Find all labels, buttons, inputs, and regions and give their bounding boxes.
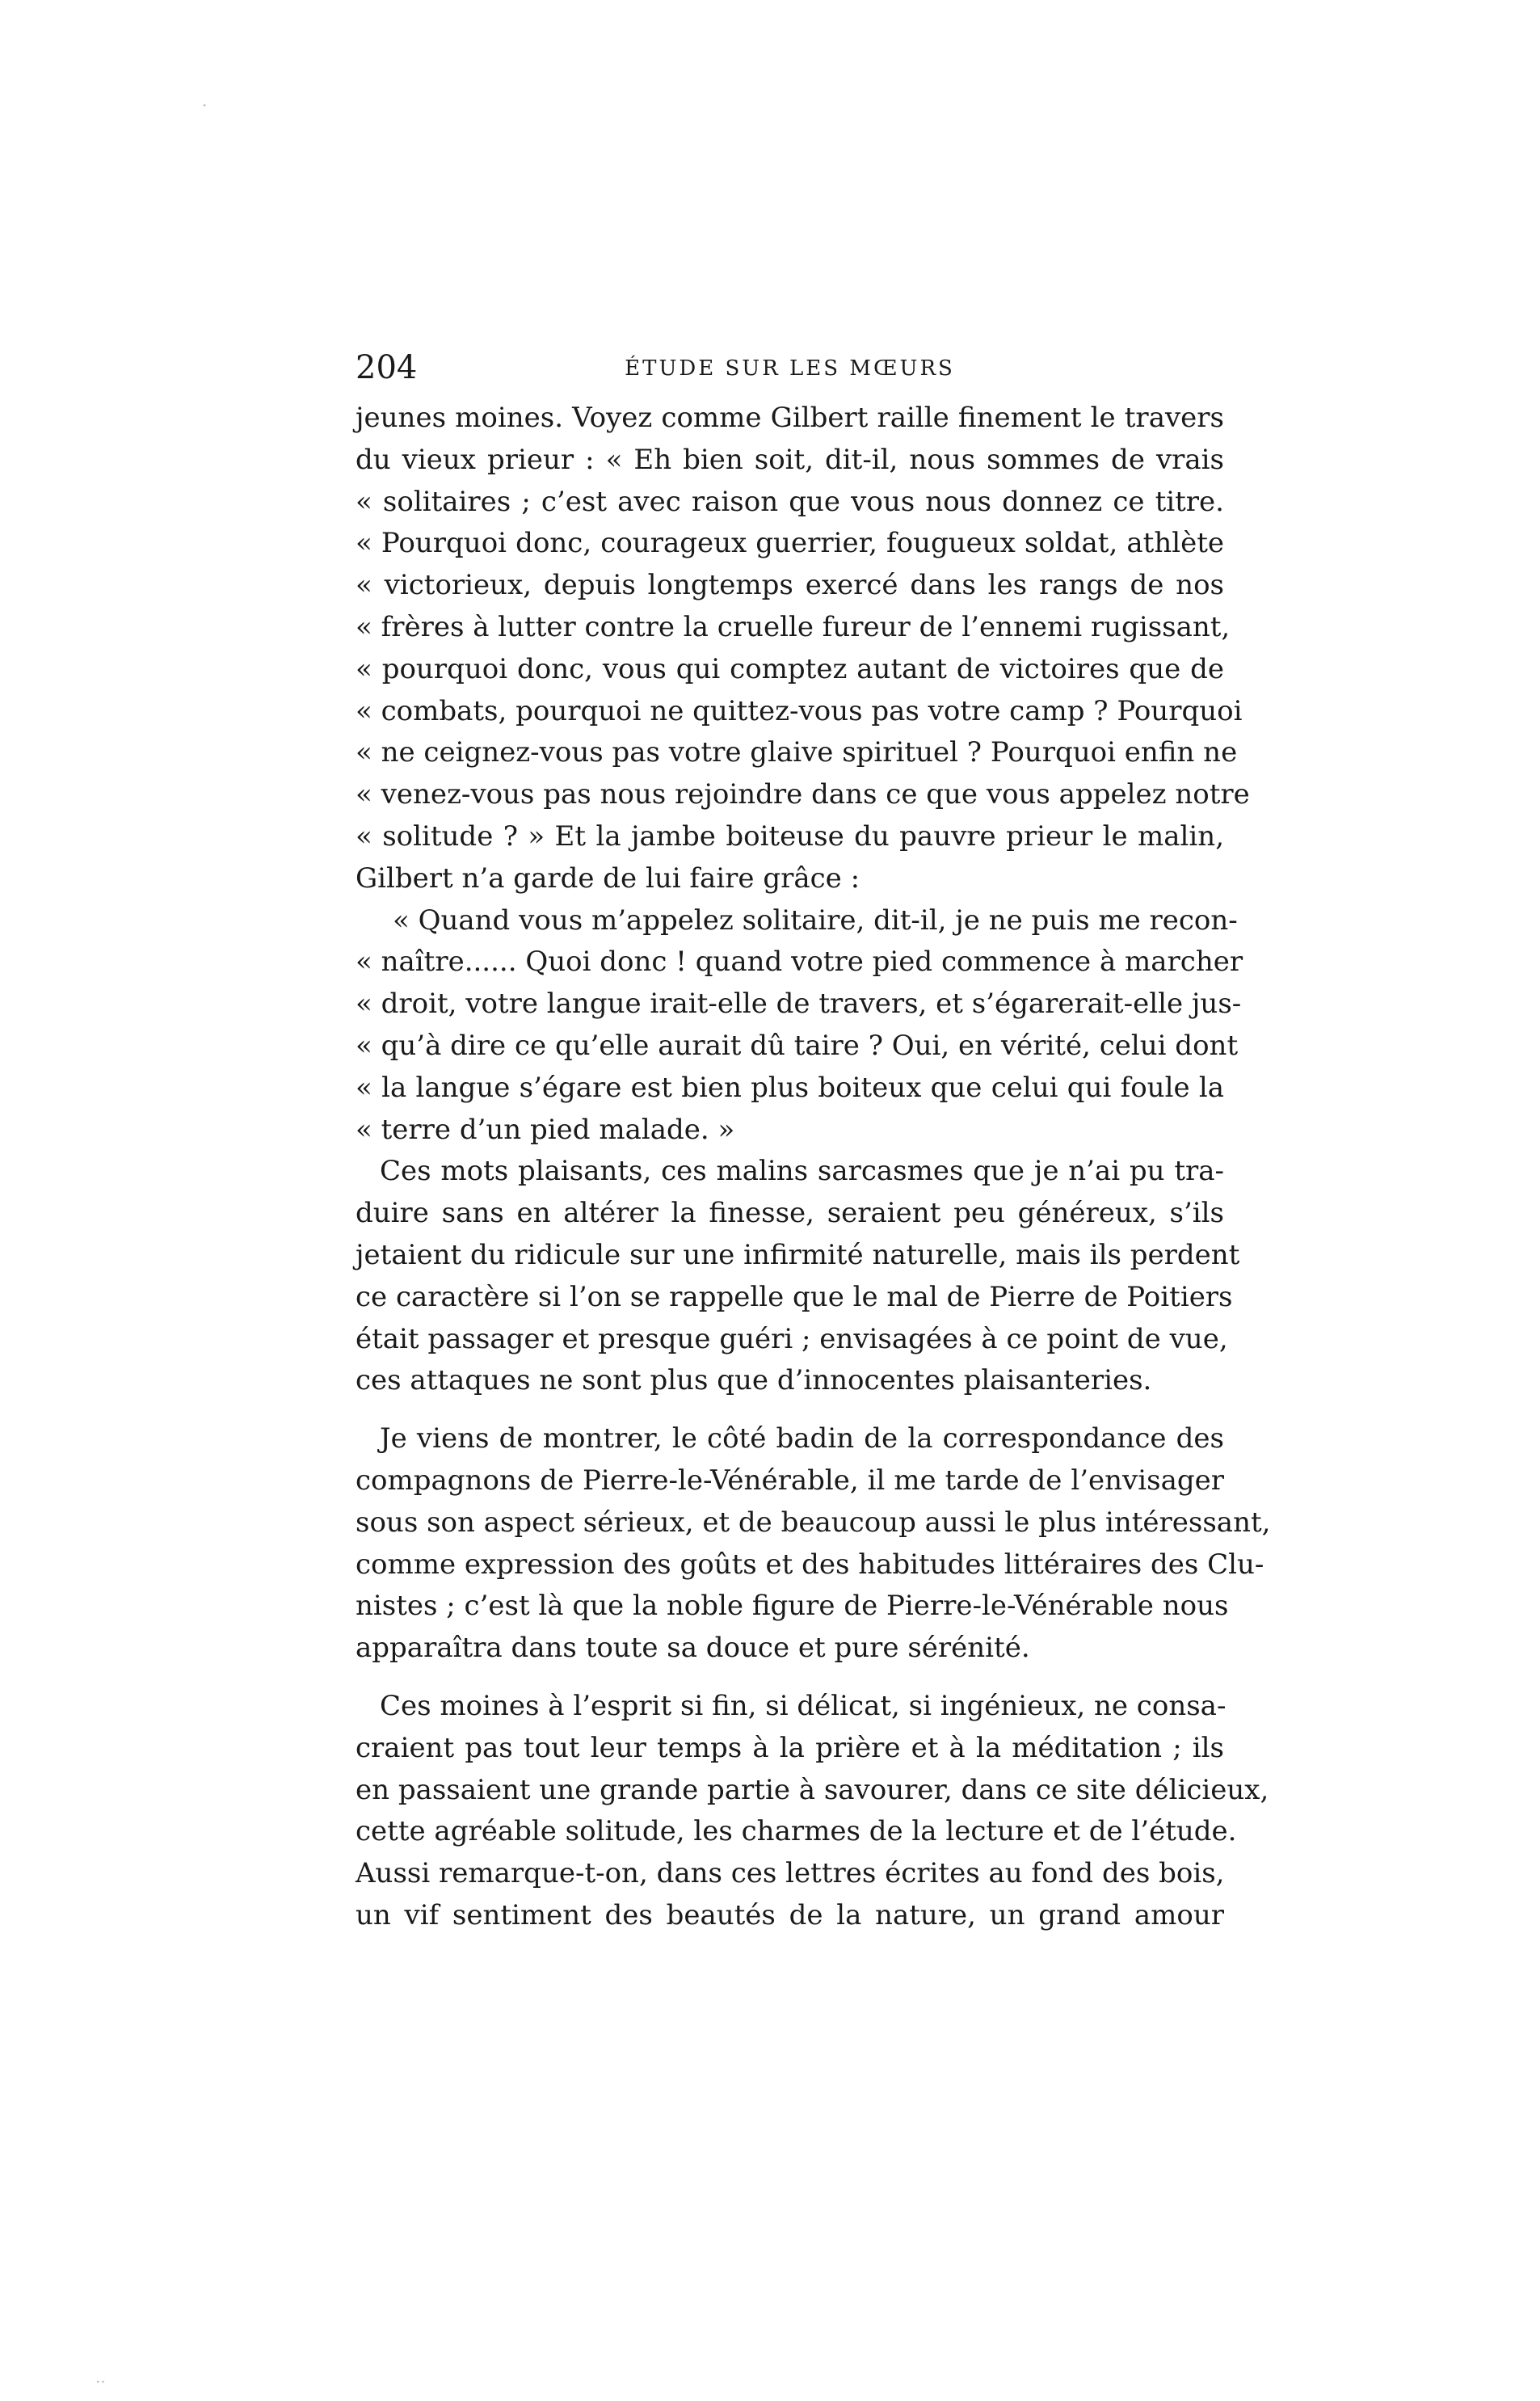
text-line: « la langue s’égare est bien plus boiteux que celui qui foule la	[356, 1071, 1224, 1104]
text-line: craient pas tout leur temps à la prière et à la méditation ; ils	[356, 1731, 1224, 1764]
page-header	[356, 343, 1224, 392]
text-line: Aussi remarque-t-on, dans ces lettres écrites au fond des bois,	[356, 1857, 1225, 1890]
scan-speck: ··	[95, 2372, 106, 2391]
text-line: « solitude ? » Et la jambe boiteuse du pauvre prieur le malin,	[356, 819, 1224, 853]
text-line: comme expression des goûts et des habitudes littéraires des Clu-	[356, 1548, 1264, 1581]
text-line: « terre d’un pied malade. »	[356, 1113, 735, 1146]
text-line: nistes ; c’est là que la noble figure de Pierre-le-Vénérable nous	[356, 1590, 1229, 1623]
text-line: « venez-vous pas nous rejoindre dans ce que vous appelez notre	[356, 778, 1250, 811]
text-line: Gilbert n’a garde de lui faire grâce :	[356, 861, 860, 895]
paragraph-gap	[356, 1670, 1224, 1686]
text-line: « combats, pourquoi ne quittez-vous pas votre camp ? Pourquoi	[356, 694, 1243, 727]
text-line: Ces mots plaisants, ces malins sarcasmes que je n’ai pu tra-	[380, 1155, 1224, 1188]
text-line: « frères à lutter contre la cruelle fureur de l’ennemi rugissant,	[356, 610, 1231, 643]
running-head: ÉTUDE SUR LES MŒURS	[625, 356, 955, 381]
text-line: ce caractère si l’on se rappelle que le mal de Pierre de Poitiers	[356, 1280, 1233, 1313]
body-text	[356, 398, 1271, 1937]
text-line: « ne ceignez-vous pas votre glaive spirituel ? Pourquoi enfin ne	[356, 736, 1238, 769]
text-line: en passaient une grande partie à savourer, dans ce site délicieux,	[356, 1773, 1269, 1806]
text-line: apparaîtra dans toute sa douce et pure sérénité.	[356, 1632, 1030, 1665]
text-line: Je viens de montrer, le côté badin de la correspondance des	[380, 1422, 1224, 1455]
scan-speck: ·	[202, 95, 208, 115]
text-line: cette agréable solitude, les charmes de la lecture et de l’étude.	[356, 1815, 1237, 1848]
text-line: ces attaques ne sont plus que d’innocentes plaisanteries.	[356, 1364, 1152, 1397]
text-line: « victorieux, depuis longtemps exercé dans les rangs de nos	[356, 569, 1224, 602]
text-line: compagnons de Pierre-le-Vénérable, il me tarde de l’envisager	[356, 1464, 1224, 1497]
page-number: 204	[356, 349, 418, 386]
text-line: du vieux prieur : « Eh bien soit, dit-il, nous sommes de vrais	[356, 443, 1224, 476]
text-line: « Pourquoi donc, courageux guerrier, fougueux soldat, athlète	[356, 527, 1224, 560]
text-line: « droit, votre langue irait-elle de travers, et s’égarerait-elle jus-	[356, 988, 1242, 1021]
text-line: était passager et presque guéri ; envisagées à ce point de vue,	[356, 1322, 1228, 1355]
text-line: un vif sentiment des beautés de la nature, un grand amour	[356, 1898, 1224, 1931]
text-line: Ces moines à l’esprit si fin, si délicat, si ingénieux, ne consa-	[380, 1689, 1227, 1722]
text-line: « pourquoi donc, vous qui comptez autant de victoires que de	[356, 652, 1224, 685]
text-line: « solitaires ; c’est avec raison que vous nous donnez ce titre.	[356, 485, 1224, 518]
text-line: jetaient du ridicule sur une infirmité naturelle, mais ils perdent	[356, 1238, 1240, 1271]
paragraph-gap	[356, 1402, 1224, 1418]
text-line: jeunes moines. Voyez comme Gilbert raille finement le travers	[356, 402, 1224, 434]
text-line: sous son aspect sérieux, et de beaucoup aussi le plus intéressant,	[356, 1506, 1271, 1539]
text-line: « naître...... Quoi donc ! quand votre pied commence à marcher	[356, 946, 1243, 979]
text-line: « Quand vous m’appelez solitaire, dit-il, je ne puis me recon-	[393, 904, 1238, 937]
text-line: « qu’à dire ce qu’elle aurait dû taire ? Oui, en vérité, celui dont	[356, 1029, 1239, 1062]
text-line: duire sans en altérer la finesse, seraient peu généreux, s’ils	[356, 1197, 1224, 1230]
